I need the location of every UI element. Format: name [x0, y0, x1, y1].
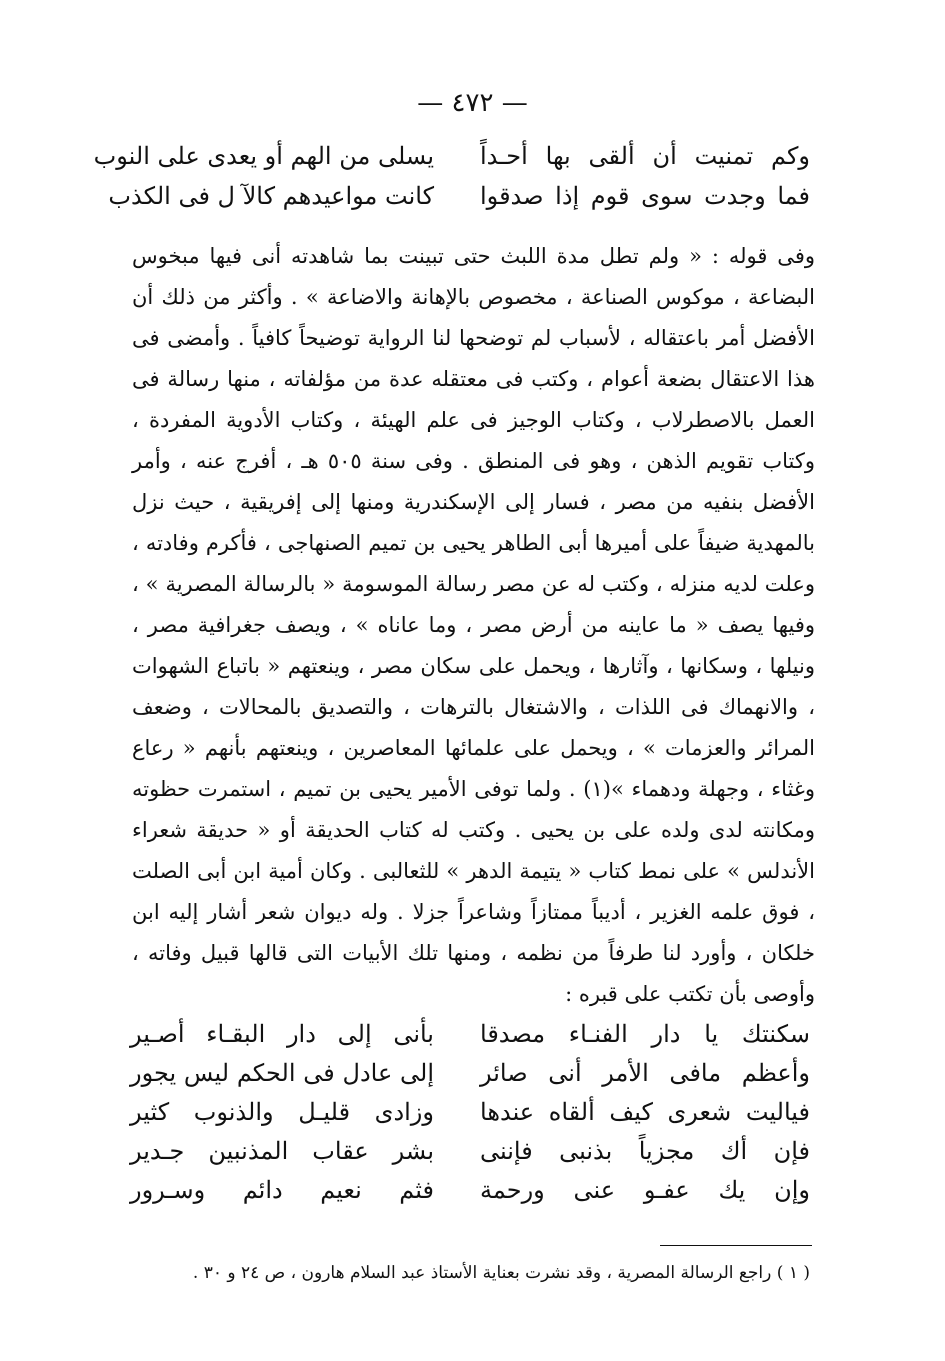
verse-second-hemistich: كانت مواعيدهم كالآ ل فى الكذب [108, 182, 434, 210]
footnote: ( ١ ) راجع الرسالة المصرية ، وقد نشرت بعناية الأستاذ عبد السلام هارون ، ص ٢٤ و ٣٠ . [192, 1263, 810, 1283]
verse-first-hemistich: فياليت شعرى كيف ألقاه عندها [480, 1098, 810, 1126]
verse-first-hemistich: فإن أك مجزياً بذنبى فإننى [480, 1137, 810, 1165]
verse-second-hemistich: إلى عادل فى الحكم ليس يجور [130, 1059, 434, 1087]
verse-second-hemistich: بأنى إلى دار البقـاء أصـير [130, 1020, 434, 1048]
verse-line [130, 1059, 810, 1098]
verse-line [93, 142, 810, 182]
verse-first-hemistich: وكم تمنيت أن ألقى بها أحـداً [480, 142, 810, 170]
verse-first-hemistich: فما وجدت سوى قوم إذا صدقوا [480, 182, 810, 210]
verse-block-top [93, 142, 810, 222]
verse-first-hemistich: وأعظم مافى الأمر أنى صائر [480, 1059, 810, 1087]
verse-second-hemistich: بشر عقاب المذنبين جـدير [130, 1137, 434, 1165]
verse-line [130, 1137, 810, 1176]
verse-second-hemistich: وزادى قليـل والذنوب كثير [130, 1098, 434, 1126]
verse-first-hemistich: وإن يك عفـو عنى ورحمة [480, 1176, 810, 1204]
verse-block-bottom [130, 1020, 810, 1215]
verse-first-hemistich: سكنتك يا دار الفنـاء مصدقا [480, 1020, 810, 1048]
verse-line [130, 1020, 810, 1059]
verse-line [130, 1098, 810, 1137]
verse-second-hemistich: يسلى من الهم أو يعدى على النوب [93, 142, 434, 170]
verse-line [108, 182, 810, 222]
verse-line [130, 1176, 810, 1215]
page-number: — ٤٧٢ — [417, 88, 528, 118]
footnote-divider [660, 1245, 812, 1246]
verse-second-hemistich: فثم نعيم دائم وسـرور [130, 1176, 434, 1204]
body-text [132, 236, 815, 1015]
body-paragraph: وفى قوله : « ولم تطل مدة اللبث حتى تبينت بما شاهدته أنى فيها مبخوس البضاعة ، موكوس الصناعة ، مخصوص بالإهانة والاضاعة » . وأكثر من ذلك أن الأفضل أمر باعتقاله ، لأسباب لم توضحها لنا الرواية توضيحاً كافياً . وأمضى فى هذا الاعتقال بضعة أعوام ، وكتب فى معتقله عدة من مؤلفاته ، منها رسالة فى العمل بالاصطرلاب ، وكتاب الوجيز فى علم الهيئة ، وكتاب الأدوية المفردة ، وكتاب تقويم الذهن ، وهو فى المنطق . وفى سنة ٥٠٥ هـ ، أفرج عنه ، وأمر الأفضل بنفيه من مصر ، فسار إلى الإسكندرية ومنها إلى إفريقية ، حيث نزل بالمهدية ضيفاً على أميرها أبى الطاهر يحيى بن تميم الصنهاجى ، فأكرم وفادته ، وعلت لديه منزله ، وكتب له عن مصر رسالة الموسومة « بالرسالة المصرية » ، وفيها يصف « ما عاينه من أرض مصر ، وما عاناه » ، ويصف جغرافية مصر ، ونيلها ، وسكانها ، وآثارها ، ويحمل على سكان مصر ، وينعتهم « باتباع الشهوات ، والانهماك فى اللذات ، والاشتغال بالترهات ، والتصديق بالمحالات ، وضعف المرائر والعزمات » ، ويحمل على علمائها المعاصرين ، وينعتهم بأنهم « رعاع وغثاء ، وجهلة ودهماء »(١) . ولما توفى الأمير يحيى بن تميم ، استمرت حظوته ومكانته لدى ولده على بن يحيى . وكتب له كتاب الحديقة أو « حديقة شعراء الأندلس » على نمط كتاب « يتيمة الدهر » للثعالبى . وكان أمية ابن أبى الصلت ، فوق علمه الغزير ، أديباً ممتازاً وشاعراً جزلا . وله ديوان شعر أشار إليه ابن خلكان ، وأورد لنا طرفاً من نظمه ، ومنها تلك الأبيات التى قالها قبيل وفاته ، وأوصى بأن تكتب على قبره : [132, 244, 815, 1006]
